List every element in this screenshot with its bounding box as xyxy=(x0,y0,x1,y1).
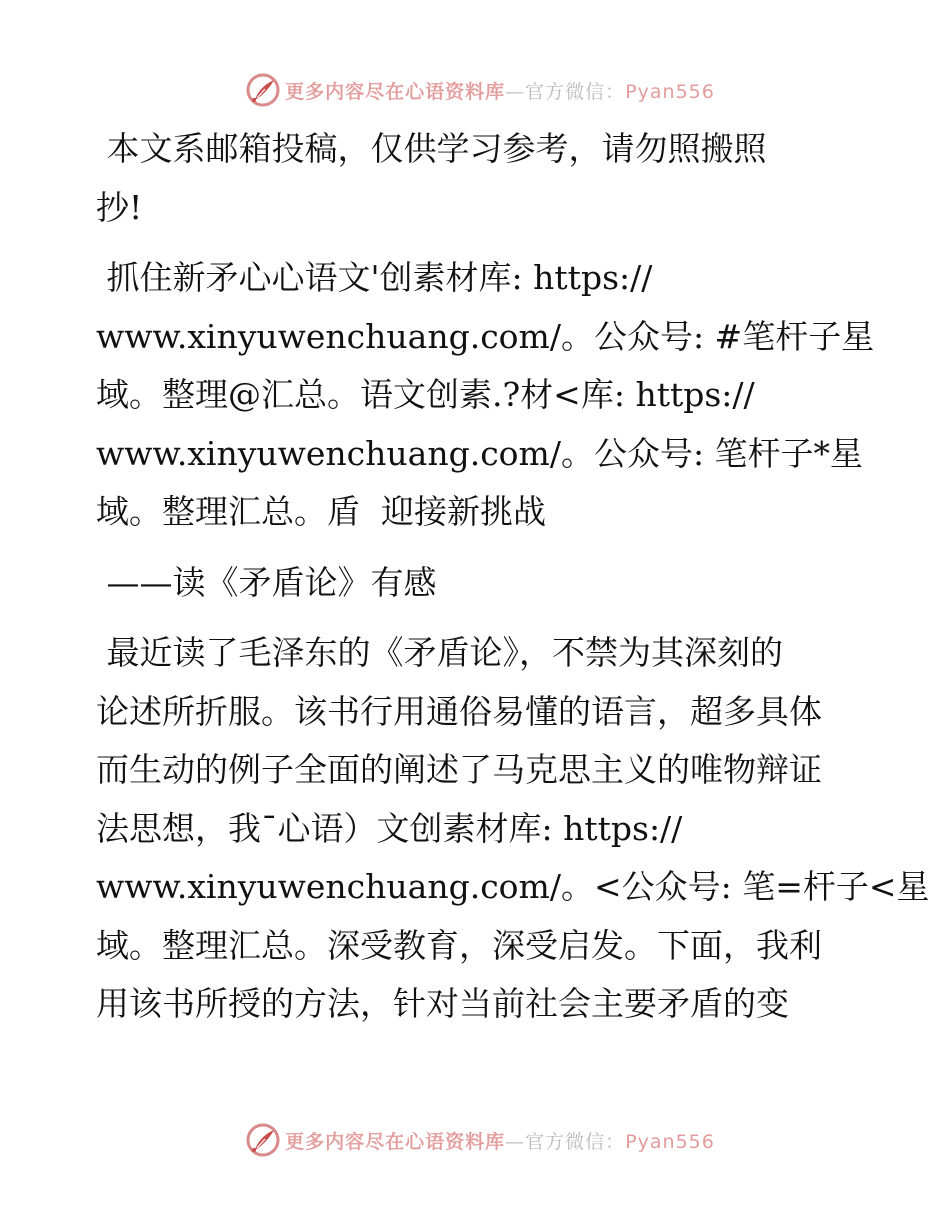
text-line: 而生动的例子全面的阐述了马克思主义的唯物辩证 xyxy=(96,750,822,789)
watermark-text xyxy=(285,77,715,104)
watermark-brand: 更多内容尽在心语资料库 xyxy=(285,80,506,103)
footer-watermark xyxy=(0,1118,950,1162)
header-watermark xyxy=(0,68,950,112)
text-line: 本文系邮箱投稿，仅供学习参考，请勿照搬照 xyxy=(96,129,767,168)
watermark-brand: 更多内容尽在心语资料库 xyxy=(285,1130,506,1153)
quill-logo-icon xyxy=(245,72,281,108)
document-body xyxy=(96,120,930,1046)
watermark-separator: — xyxy=(505,1130,526,1153)
text-line: www.xinyuwenchuang.com/。公众号: #笔杆子星 xyxy=(96,316,875,356)
watermark-separator: — xyxy=(505,80,526,103)
text-line: 论述所折服。该书行用通俗易懂的语言，超多具体 xyxy=(96,691,822,731)
paragraph-notice xyxy=(96,120,856,237)
text-line: 域。整理汇总。深受教育，深受启发。下面，我利 xyxy=(96,925,822,965)
watermark-handle: Pyan556 xyxy=(625,1130,715,1153)
text-line: 用该书所授的方法，针对当前社会主要矛盾的变 xyxy=(96,984,789,1023)
text-line: www.xinyuwenchuang.com/。<公众号: 笔=杆子<星 xyxy=(96,867,930,906)
text-line: ——读《矛盾论》有感 xyxy=(96,562,437,602)
watermark-text xyxy=(285,1127,715,1154)
paragraph-body xyxy=(96,624,930,1034)
text-line: 抄! xyxy=(96,187,143,227)
text-line: www.xinyuwenchuang.com/。公众号: 笔杆子*星 xyxy=(96,433,864,473)
quill-logo-icon xyxy=(245,1122,281,1158)
text-line: 域。整理@汇总。语文创素.?材<库: https:// xyxy=(96,375,755,414)
paragraph-source xyxy=(96,249,875,542)
text-line: 域。整理汇总。盾 迎接新挑战 xyxy=(96,492,546,531)
text-line: 抓住新矛心心语文'创素材库: https:// xyxy=(96,258,653,297)
text-line: 法思想，我¯心语）文创素材库: https:// xyxy=(96,808,683,848)
watermark-wechat-label: 官方微信： xyxy=(525,80,626,103)
text-line: 最近读了毛泽东的《矛盾论》，不禁为其深刻的 xyxy=(96,633,783,672)
paragraph-subtitle xyxy=(96,554,856,613)
watermark-handle: Pyan556 xyxy=(625,80,715,103)
watermark-wechat-label: 官方微信： xyxy=(525,1130,626,1153)
